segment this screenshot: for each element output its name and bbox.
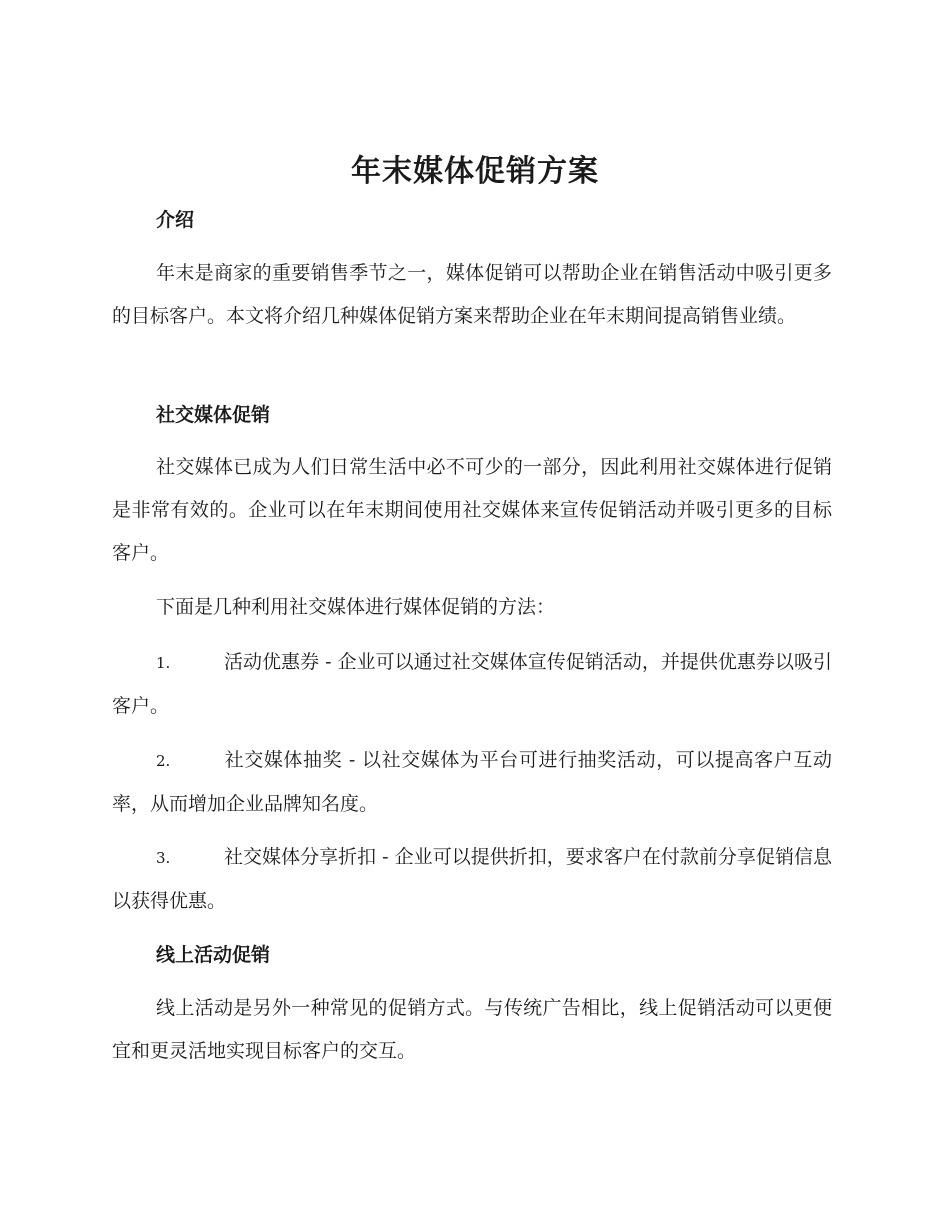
social-media-paragraph: 社交媒体已成为人们日常生活中必不可少的一部分，因此利用社交媒体进行促销是非常有效的。企业可以在年末期间使用社交媒体来宣传促销活动并吸引更多的目标客户。 [112,456,832,564]
list-item-text: 活动优惠券 - 企业可以通过社交媒体宣传促销活动，并提供优惠券以吸引客户。 [112,651,832,717]
list-item-number: 3. [156,849,171,867]
list-item-text: 社交媒体抽奖 - 以社交媒体为平台可进行抽奖活动，可以提高客户互动率，从而增加企业品牌知名度。 [112,749,832,815]
list-item-number: 2. [156,752,171,770]
section-heading-online-activity: 线上活动促销 [156,944,271,966]
list-item-number: 1. [156,654,171,672]
online-activity-paragraph: 线上活动是另外一种常见的促销方式。与传统广告相比，线上促销活动可以更便宜和更灵活地实现目标客户的交互。 [112,997,832,1062]
intro-paragraph: 年末是商家的重要销售季节之一，媒体促销可以帮助企业在销售活动中吸引更多的目标客户。本文将介绍几种媒体促销方案来帮助企业在年末期间提高销售业绩。 [112,262,832,327]
section-heading-social-media: 社交媒体促销 [156,404,271,426]
list-item [112,641,832,728]
social-media-methods-intro: 下面是几种利用社交媒体进行媒体促销的方法： [156,596,556,618]
document-title: 年末媒体促销方案 [351,154,599,189]
section-heading-intro: 介绍 [156,209,195,231]
list-item [112,739,832,826]
list-item-text: 社交媒体分享折扣 - 企业可以提供折扣，要求客户在付款前分享促销信息以获得优惠。 [112,846,832,912]
list-item [112,836,832,923]
